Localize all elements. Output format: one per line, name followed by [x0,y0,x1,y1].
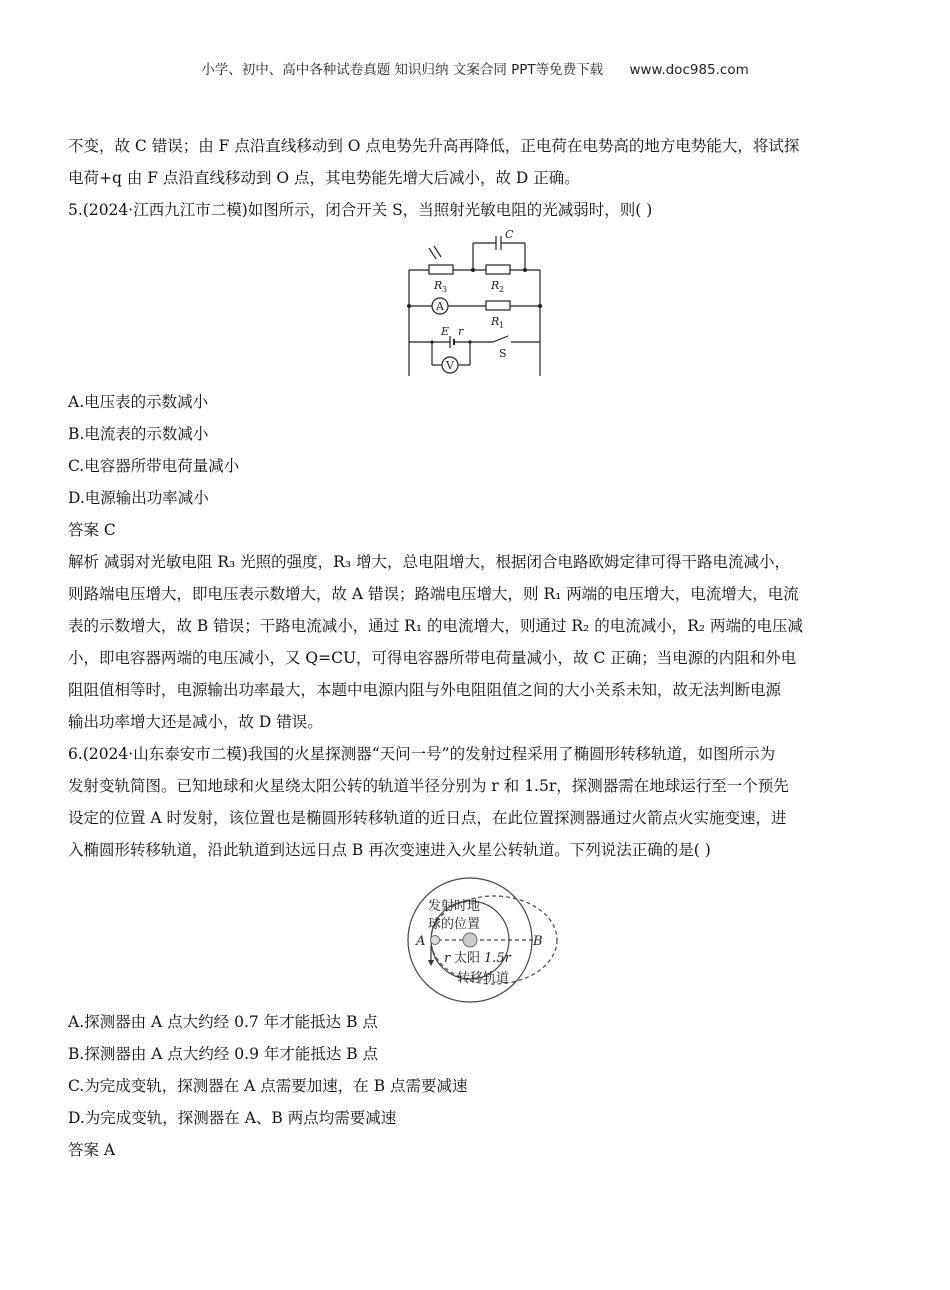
q5-circuit-figure [68,226,882,386]
label-R3-sub: 3 [442,285,448,294]
header-text: 小学、初中、高中各种试卷真题 知识归纳 文案合同 PPT等免费下载 [201,62,604,78]
q6-option-a: A.探测器由 A 点大约经 0.7 年才能抵达 B 点 [68,1013,378,1031]
q6-stem-1: 6.(2024·山东泰安市二模)我国的火星探测器“天问一号”的发射过程采用了椭圆形转移轨道，如图所示为 [68,745,776,763]
point-A-label: A [416,934,426,949]
label-R2-sub: 2 [499,285,505,294]
label-R1: R [491,315,500,328]
q5-analysis-3: 表的示数增大，故 B 错误；干路电流减小，通过 R₁ 的电流增大，则通过 R₂ 的电流减小，R₂ 两端的电压减 [68,617,804,635]
circuit-diagram [68,226,882,386]
radius-r-label: r [444,951,451,966]
transfer-orbit-label: 转移轨道 [457,971,510,986]
q5-answer: 答案 C [68,521,116,539]
launch-label-line2: 球的位置 [428,917,481,932]
label-R2: R [491,279,500,292]
q6-stem-2: 发射变轨简图。已知地球和火星绕太阳公转的轨道半径分别为 r 和 1.5r，探测器需在地球运行至一个预先 [68,777,789,795]
q6-option-d: D.为完成变轨，探测器在 A、B 两点均需要减速 [68,1109,397,1127]
label-E: E [441,325,450,338]
q5-option-a: A.电压表的示数减小 [68,393,209,411]
label-R3: R [434,279,443,292]
radius-1.5r-label: 1.5r [484,951,511,966]
q5-option-d: D.电源输出功率减小 [68,489,209,507]
q5-analysis-2: 则路端电压增大，即电压表示数增大，故 A 错误；路端电压增大，则 R₁ 两端的电压增大，电流增大，电流 [68,585,799,603]
ammeter-label: A [436,300,444,313]
q5-option-b: B.电流表的示数减小 [68,425,209,443]
orbit-diagram [68,866,882,1006]
document-body [68,130,882,1166]
q6-option-b: B.探测器由 A 点大约经 0.9 年才能抵达 B 点 [68,1045,379,1063]
label-S: S [499,347,507,360]
q4-tail-line-1: 不变，故 C 错误；由 F 点沿直线移动到 O 点电势先升高再降低，正电荷在电势高的地方电势能大，将试探 [68,137,800,155]
q5-stem: 5.(2024·江西九江市二模)如图所示，闭合开关 S，当照射光敏电阻的光减弱时，则( ) [68,201,653,219]
q6-orbit-figure [68,866,882,1006]
label-r: r [458,325,464,338]
label-C: C [505,228,514,241]
q5-analysis-1: 解析 减弱对光敏电阻 R₃ 光照的强度，R₃ 增大，总电阻增大，根据闭合电路欧姆定律可得干路电流减小， [68,553,790,571]
q6-stem-3: 设定的位置 A 时发射，该位置也是椭圆形转移轨道的近日点，在此位置探测器通过火箭点火实施变速，进 [68,809,787,827]
q5-analysis-5: 阻阻值相等时，电源输出功率最大，本题中电源内阻与外电阻阻值之间的大小关系未知，故无法判断电源 [68,681,782,699]
page-header [0,58,950,78]
launch-label-line1: 发射时地 [428,899,481,914]
point-B-label: B [533,934,543,949]
sun-label: 太阳 [454,951,481,966]
voltmeter-label: V [446,359,454,372]
header-site-link[interactable]: www.doc985.com [629,62,749,78]
q6-option-c: C.为完成变轨，探测器在 A 点需要加速，在 B 点需要减速 [68,1077,468,1095]
q6-answer: 答案 A [68,1141,116,1159]
q5-analysis-6: 输出功率增大还是减小，故 D 错误。 [68,713,323,731]
q5-analysis-4: 小，即电容器两端的电压减小，又 Q=CU，可得电容器所带电荷量减小，故 C 正确；当电源的内阻和外电 [68,649,797,667]
q5-option-c: C.电容器所带电荷量减小 [68,457,240,475]
q4-tail-line-2: 电荷+q 由 F 点沿直线移动到 O 点，其电势能先增大后减小，故 D 正确。 [68,169,580,187]
label-R1-sub: 1 [499,321,505,330]
q6-stem-4: 入椭圆形转移轨道，沿此轨道到达远日点 B 再次变速进入火星公转轨道。下列说法正确的是( ) [68,841,711,859]
